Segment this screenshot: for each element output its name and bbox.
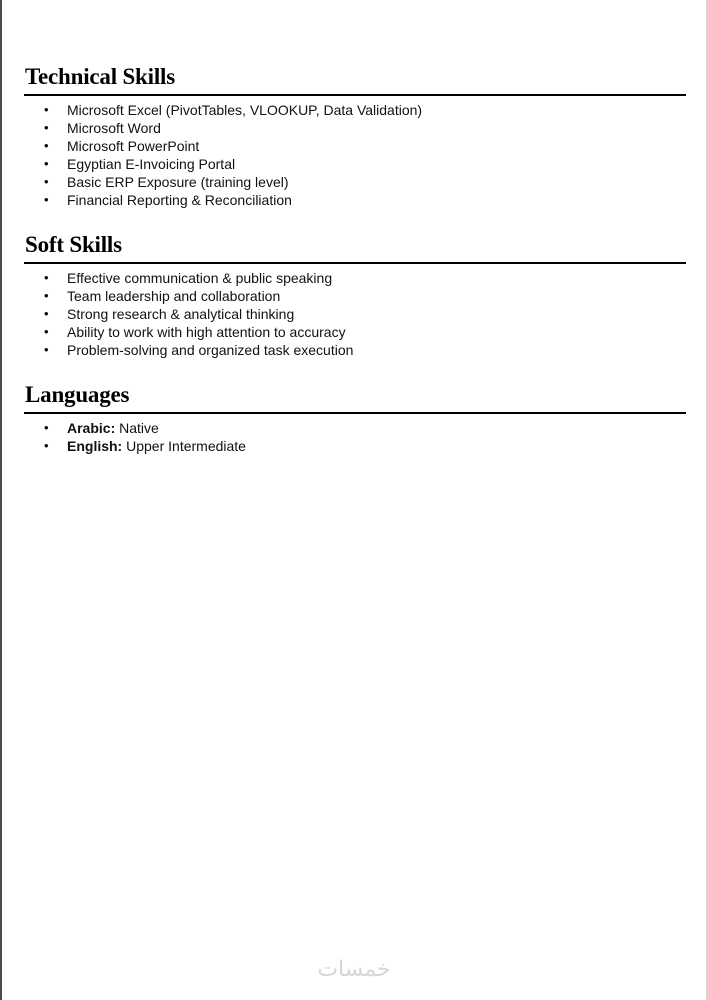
bullet-icon: •: [44, 306, 49, 321]
language-level: Native: [115, 420, 159, 436]
language-level: Upper Intermediate: [122, 438, 246, 454]
technical-skills-list: [24, 101, 686, 209]
soft-skills-heading: Soft Skills: [25, 232, 122, 257]
languages-heading: Languages: [25, 382, 130, 407]
list-item: [24, 191, 686, 209]
list-item-text: Microsoft Excel (PivotTables, VLOOKUP, Data Validation): [67, 102, 423, 118]
watermark-logo: خمسات: [317, 957, 391, 982]
section-divider: [24, 412, 686, 414]
languages-section: [24, 382, 686, 455]
list-item-text: Basic ERP Exposure (training level): [67, 174, 289, 190]
bullet-icon: •: [44, 288, 49, 303]
section-divider: [24, 262, 686, 264]
languages-list: [24, 419, 686, 455]
soft-skills-list: [24, 269, 686, 359]
technical-skills-section: [24, 64, 686, 209]
bullet-icon: •: [44, 156, 49, 171]
section-divider: [24, 94, 686, 96]
list-item: [24, 101, 686, 119]
list-item-text: Strong research & analytical thinking: [67, 306, 295, 322]
list-item: [24, 305, 686, 323]
bullet-icon: •: [44, 138, 49, 153]
bullet-icon: •: [44, 270, 49, 285]
bullet-icon: •: [44, 438, 49, 453]
language-name: Arabic:: [67, 420, 116, 436]
language-item-arabic: [24, 419, 686, 437]
soft-skills-section: [24, 232, 686, 359]
list-item-text: Ability to work with high attention to accuracy: [67, 324, 346, 340]
bullet-icon: •: [44, 120, 49, 135]
list-item-text: Microsoft PowerPoint: [67, 138, 200, 154]
list-item: [24, 341, 686, 359]
language-name: English:: [67, 438, 123, 454]
bullet-icon: •: [44, 420, 49, 435]
bullet-icon: •: [44, 192, 49, 207]
list-item-text: Problem-solving and organized task execution: [67, 342, 354, 358]
list-item: [24, 137, 686, 155]
list-item: [24, 173, 686, 191]
list-item: [24, 269, 686, 287]
list-item: [24, 323, 686, 341]
list-item: [24, 155, 686, 173]
list-item-text: Egyptian E-Invoicing Portal: [67, 156, 236, 172]
language-item-english: [24, 437, 686, 455]
bullet-icon: •: [44, 342, 49, 357]
list-item-text: Effective communication & public speaking: [67, 270, 333, 286]
bullet-icon: •: [44, 174, 49, 189]
list-item-text: Financial Reporting & Reconciliation: [67, 192, 292, 208]
list-item: [24, 119, 686, 137]
technical-skills-heading: Technical Skills: [25, 64, 175, 89]
bullet-icon: •: [44, 102, 49, 117]
page-left-edge: [0, 0, 2, 1000]
list-item-text: Microsoft Word: [67, 120, 161, 136]
list-item-text: Team leadership and collaboration: [67, 288, 281, 304]
list-item: [24, 287, 686, 305]
bullet-icon: •: [44, 324, 49, 339]
